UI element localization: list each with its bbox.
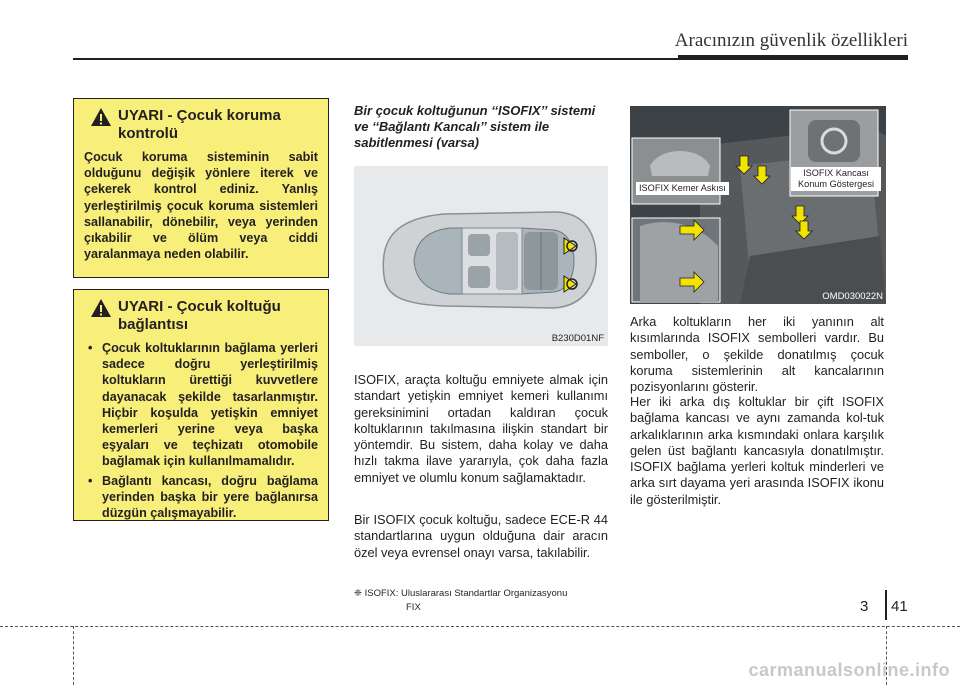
warning-triangle-icon [90, 298, 112, 318]
page-number: 41 [891, 598, 908, 615]
callout-isofix-hook-indicator: ISOFIX Kancası Konum Göstergesi [791, 167, 881, 191]
warning-heading [84, 107, 318, 143]
warning-list-text: Bağlantı kancası, doğru bağlama yerinden başka bir yere bağlanırsa düzgün çalışmayabilir. [102, 473, 318, 521]
warning-list [84, 340, 318, 521]
footnote [354, 587, 608, 615]
crop-line-left [73, 626, 74, 685]
warning-heading [84, 298, 318, 334]
warning-list-item [84, 473, 318, 522]
header-title: Aracınızın güvenlik özellikleri [674, 30, 908, 51]
bullet-icon: • [88, 473, 93, 488]
footnote-line-2: FIX [406, 602, 421, 613]
rear-seat-photo [630, 106, 886, 304]
warning-body: Çocuk koruma sisteminin sabit olduğunu değişik yönlere iterek ve çekerek kontrol ediniz. Yanlış yerleştirilmiş çocuk koruma sistemleri sallanabilir, dönebilir, veya yerinden çıkabilir ve ölüm veya ciddi yaralanmaya neden olabilir. [84, 150, 318, 262]
figure-code-label: OMD030022N [822, 291, 883, 302]
warning-box-child-seat-attachment [73, 289, 329, 521]
watermark: carmanualsonline.info [748, 660, 950, 680]
paragraph-isofix-intro: ISOFIX, araçta koltuğu emniyete almak için standart yetişkin emniyet kemeri kullanımı gereksinimini ortadan kaldıran çocuk koltuklarının takılmasına ilişkin standart bir yöntemdir. Bu sistem, daha kolay ve daha hızlı takma ilave yararıyla, çok daha fazla emniyet ve olumlu konum sağlamaktadır. [354, 372, 608, 485]
chapter-number: 3 [860, 598, 869, 615]
car-top-view-illustration [354, 166, 608, 346]
warning-label: UYARI [118, 298, 164, 315]
header-rule-tab [678, 55, 908, 60]
warning-box-child-restraint [73, 98, 329, 278]
footnote-line-1: ❈ ISOFIX: Uluslararası Standartlar Organizasyonu [354, 588, 568, 599]
warning-title: - Çocuk koruma kontrolü [118, 107, 281, 142]
section-heading: Bir çocuk koltuğunun ‘‘ISOFIX’’ sistemi ve ‘‘Bağlantı Kancalı’’ sistem ile sabitlenmesi (varsa) [354, 103, 596, 150]
figure-code-label: B230D01NF [551, 333, 604, 344]
warning-label: UYARI [118, 107, 164, 124]
warning-triangle-icon [90, 107, 112, 127]
warning-list-text: Çocuk koltuklarının bağlama yerleri sadece doğru yerleştirilmiş koltukların ürettiği kuvvetlere dayanacak şekilde tasarlanmıştır. Hiçbir koşulda yetişkin emniyet kemerleri yerine veya başka eşyaları ve teçhizatı otomobile bağlamak için kullanılmamalıdır. [102, 341, 318, 469]
paragraph-isofix-symbols: Arka koltukların her iki yanının alt kısımlarında ISOFIX sembolleri vardır. Bu semboller, o şekilde donatılmış çocuk koruma sistemlerinin alt kancalarının pozisyonlarını gösterir. [630, 314, 884, 395]
callout-isofix-belt-anchor: ISOFIX Kemer Askısı [636, 182, 729, 195]
bullet-icon: • [88, 341, 93, 355]
paragraph-isofix-anchors: Her iki arka dış koltuklar bir çift ISOFIX bağlama kancası ve aynı zamanda kol-tuk arkalıklarının arka kısmındaki onlara karşılık gelen üst bağlantı kancasıyla donatılmıştır. ISOFIX bağlama yerleri koltuk minderleri ve arka sırt dayama yeri arasında ISOFIX ikonu ile gösterilmiştir. [630, 394, 884, 507]
page-number-separator [885, 590, 887, 620]
warning-title: - Çocuk koltuğu bağlantısı [118, 298, 281, 333]
crop-line-horizontal [0, 626, 960, 627]
paragraph-isofix-approval: Bir ISOFIX çocuk koltuğu, sadece ECE-R 44 standartlarına uygun olduğuna dair aracın özel veya evrensel onayı varsa, takılabilir. [354, 512, 608, 560]
car-top-view-figure [354, 166, 608, 346]
rear-seat-isofix-figure [630, 106, 886, 304]
warning-list-item [84, 340, 318, 470]
